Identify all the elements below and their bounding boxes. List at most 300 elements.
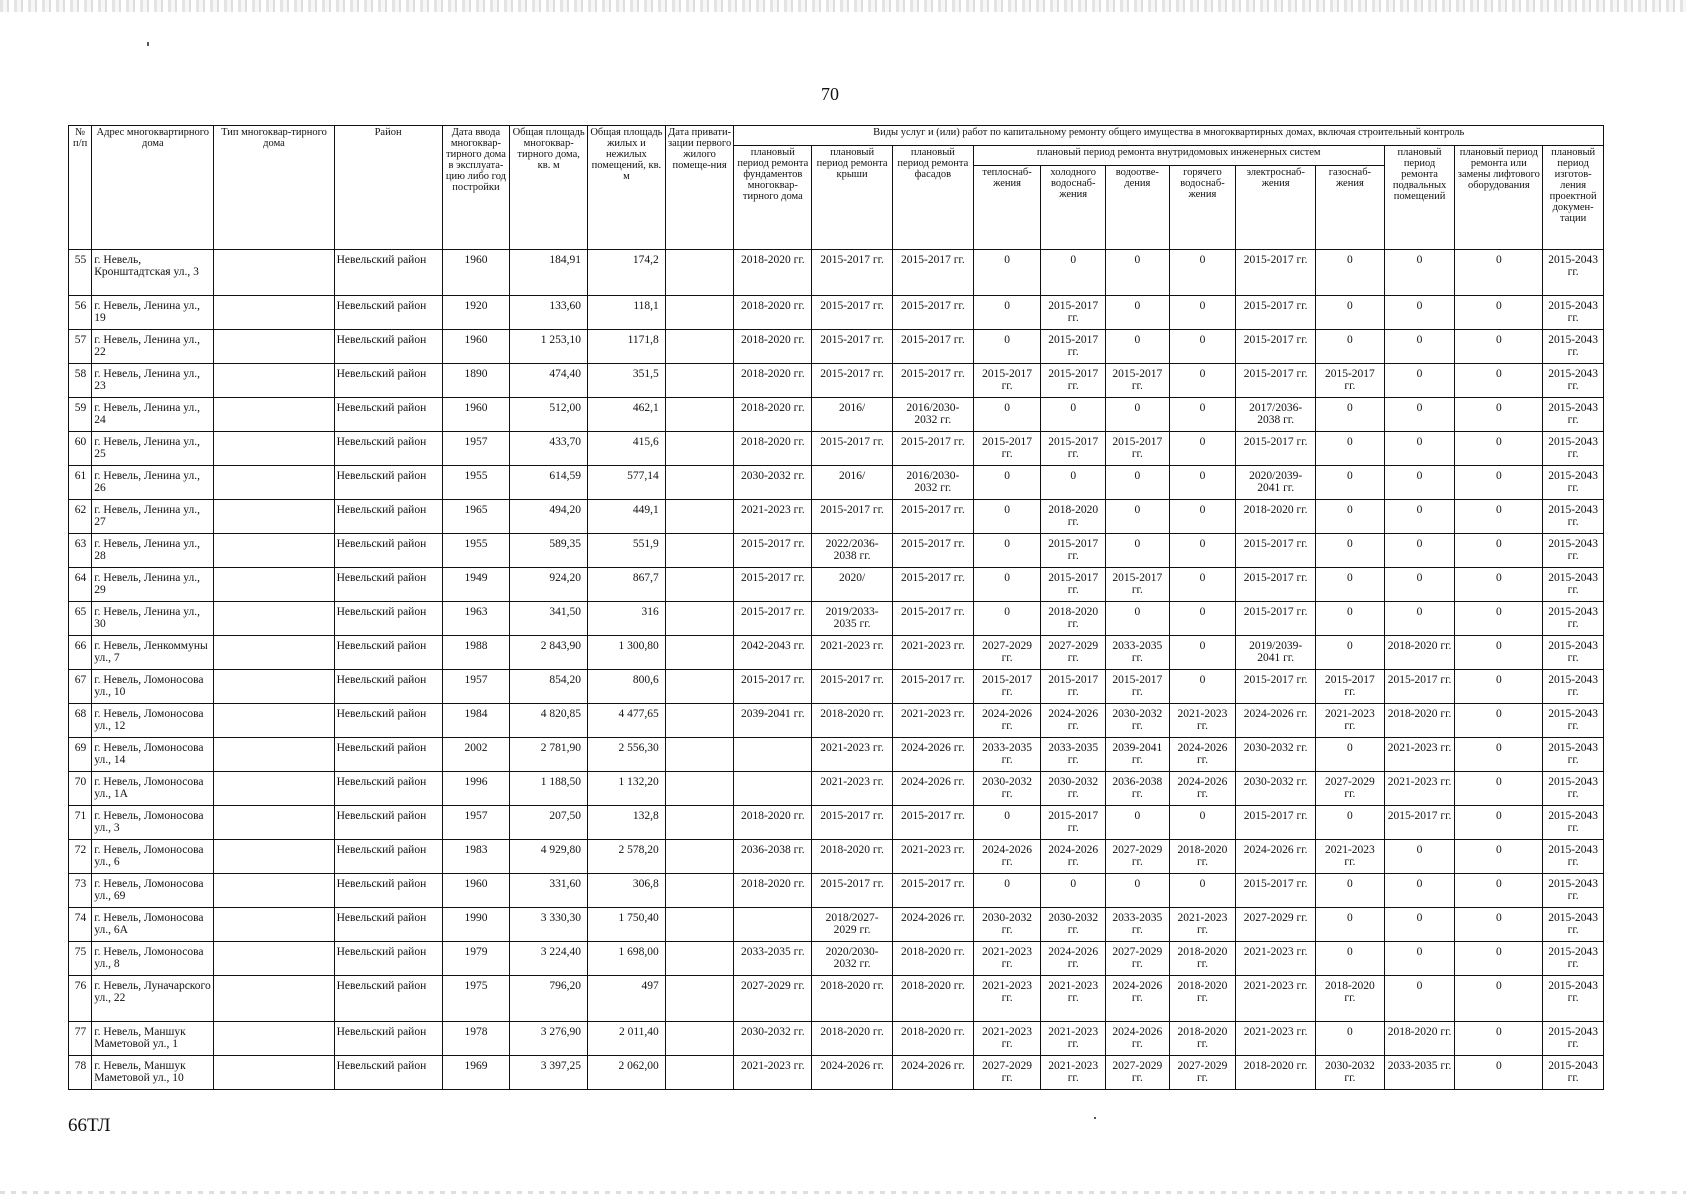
commission-year-cell: 1957	[442, 806, 510, 840]
total-area-cell: 854,20	[510, 670, 588, 704]
design-docs-period-cell: 2015-2043 гг.	[1543, 466, 1604, 500]
privatization-date-cell	[665, 772, 734, 806]
roof-period-cell: 2018/2027-2029 гг.	[812, 908, 893, 942]
district-cell: Невельский район	[334, 772, 442, 806]
house-type-cell	[214, 466, 334, 500]
cold-water-period-cell: 2033-2035 гг.	[1041, 738, 1106, 772]
elevator-period-cell: 0	[1455, 840, 1543, 874]
heating-period-cell: 2027-2029 гг.	[973, 1056, 1041, 1090]
elevator-period-cell: 0	[1455, 500, 1543, 534]
design-docs-period-cell: 2015-2043 гг.	[1543, 364, 1604, 398]
design-docs-period-cell: 2015-2043 гг.	[1543, 636, 1604, 670]
cold-water-period-cell: 2015-2017 гг.	[1041, 568, 1106, 602]
living-area-cell: 449,1	[588, 500, 666, 534]
total-area-cell: 4 929,80	[510, 840, 588, 874]
sewage-period-cell: 2015-2017 гг.	[1106, 568, 1170, 602]
foundation-period-cell: 2015-2017 гг.	[734, 568, 812, 602]
foundation-period-cell: 2042-2043 гг.	[734, 636, 812, 670]
row-number-cell: 78	[69, 1056, 92, 1090]
facade-period-cell: 2015-2017 гг.	[892, 874, 973, 908]
facade-period-cell: 2021-2023 гг.	[892, 704, 973, 738]
roof-period-cell: 2020/2030-2032 гг.	[812, 942, 893, 976]
house-type-cell	[214, 534, 334, 568]
living-area-cell: 174,2	[588, 250, 666, 296]
foundation-period-cell: 2018-2020 гг.	[734, 874, 812, 908]
electricity-period-cell: 2015-2017 гг.	[1236, 250, 1316, 296]
electricity-period-cell: 2021-2023 гг.	[1236, 976, 1316, 1022]
electricity-period-cell: 2018-2020 гг.	[1236, 1056, 1316, 1090]
district-cell: Невельский район	[334, 250, 442, 296]
district-cell: Невельский район	[334, 908, 442, 942]
total-area-cell: 341,50	[510, 602, 588, 636]
sewage-period-cell: 0	[1106, 250, 1170, 296]
living-area-cell: 1171,8	[588, 330, 666, 364]
elevator-period-cell: 0	[1455, 636, 1543, 670]
row-number-cell: 76	[69, 976, 92, 1022]
table-row	[69, 568, 1604, 602]
cold-water-period-cell: 2018-2020 гг.	[1041, 500, 1106, 534]
district-cell: Невельский район	[334, 976, 442, 1022]
roof-period-cell: 2015-2017 гг.	[812, 670, 893, 704]
table-row	[69, 908, 1604, 942]
elevator-period-cell: 0	[1455, 704, 1543, 738]
cold-water-period-cell: 2015-2017 гг.	[1041, 330, 1106, 364]
gas-period-cell: 0	[1316, 874, 1385, 908]
gas-period-cell: 0	[1316, 432, 1385, 466]
basement-period-cell: 2018-2020 гг.	[1384, 704, 1455, 738]
roof-period-cell: 2015-2017 гг.	[812, 364, 893, 398]
house-type-cell	[214, 1056, 334, 1090]
document-code: 66ТЛ	[68, 1115, 111, 1136]
gas-period-cell: 0	[1316, 636, 1385, 670]
heating-period-cell: 2021-2023 гг.	[973, 976, 1041, 1022]
address-cell: г. Невель, Ломоносова ул., 3	[92, 806, 214, 840]
gas-period-cell: 0	[1316, 534, 1385, 568]
privatization-date-cell	[665, 874, 734, 908]
roof-period-cell: 2015-2017 гг.	[812, 296, 893, 330]
address-cell: г. Невель, Кронштадтская ул., 3	[92, 250, 214, 296]
facade-period-cell: 2015-2017 гг.	[892, 432, 973, 466]
sewage-period-cell: 2036-2038 гг.	[1106, 772, 1170, 806]
header-engineering-group: плановый период ремонта внутридомовых инженерных систем	[973, 146, 1384, 166]
living-area-cell: 1 698,00	[588, 942, 666, 976]
sewage-period-cell: 2015-2017 гг.	[1106, 670, 1170, 704]
table-row	[69, 772, 1604, 806]
privatization-date-cell	[665, 840, 734, 874]
total-area-cell: 3 330,30	[510, 908, 588, 942]
total-area-cell: 796,20	[510, 976, 588, 1022]
heating-period-cell: 0	[973, 602, 1041, 636]
cold-water-period-cell: 0	[1041, 250, 1106, 296]
electricity-period-cell: 2015-2017 гг.	[1236, 330, 1316, 364]
basement-period-cell: 2018-2020 гг.	[1384, 1022, 1455, 1056]
facade-period-cell: 2015-2017 гг.	[892, 364, 973, 398]
sewage-period-cell: 0	[1106, 466, 1170, 500]
district-cell: Невельский район	[334, 466, 442, 500]
design-docs-period-cell: 2015-2043 гг.	[1543, 976, 1604, 1022]
table-row	[69, 398, 1604, 432]
design-docs-period-cell: 2015-2043 гг.	[1543, 908, 1604, 942]
house-type-cell	[214, 432, 334, 466]
sewage-period-cell: 2015-2017 гг.	[1106, 364, 1170, 398]
total-area-cell: 924,20	[510, 568, 588, 602]
basement-period-cell: 0	[1384, 330, 1455, 364]
gas-period-cell: 2015-2017 гг.	[1316, 670, 1385, 704]
house-type-cell	[214, 330, 334, 364]
elevator-period-cell: 0	[1455, 670, 1543, 704]
table-row	[69, 432, 1604, 466]
total-area-cell: 512,00	[510, 398, 588, 432]
design-docs-period-cell: 2015-2043 гг.	[1543, 806, 1604, 840]
hot-water-period-cell: 2027-2029 гг.	[1169, 1056, 1236, 1090]
header-basement: плановый период ремонта подвальных помещений	[1384, 146, 1455, 250]
gas-period-cell: 2027-2029 гг.	[1316, 772, 1385, 806]
cold-water-period-cell: 2015-2017 гг.	[1041, 432, 1106, 466]
electricity-period-cell: 2020/2039-2041 гг.	[1236, 466, 1316, 500]
privatization-date-cell	[665, 466, 734, 500]
roof-period-cell: 2022/2036-2038 гг.	[812, 534, 893, 568]
house-type-cell	[214, 250, 334, 296]
table-row	[69, 1056, 1604, 1090]
facade-period-cell: 2024-2026 гг.	[892, 738, 973, 772]
foundation-period-cell: 2018-2020 гг.	[734, 330, 812, 364]
gas-period-cell: 0	[1316, 602, 1385, 636]
heating-period-cell: 2015-2017 гг.	[973, 364, 1041, 398]
facade-period-cell: 2015-2017 гг.	[892, 330, 973, 364]
facade-period-cell: 2015-2017 гг.	[892, 602, 973, 636]
gas-period-cell: 0	[1316, 296, 1385, 330]
living-area-cell: 1 132,20	[588, 772, 666, 806]
basement-period-cell: 0	[1384, 364, 1455, 398]
basement-period-cell: 2015-2017 гг.	[1384, 670, 1455, 704]
cold-water-period-cell: 2030-2032 гг.	[1041, 772, 1106, 806]
total-area-cell: 133,60	[510, 296, 588, 330]
gas-period-cell: 0	[1316, 500, 1385, 534]
foundation-period-cell: 2030-2032 гг.	[734, 466, 812, 500]
roof-period-cell: 2018-2020 гг.	[812, 976, 893, 1022]
foundation-period-cell: 2015-2017 гг.	[734, 670, 812, 704]
sewage-period-cell: 0	[1106, 330, 1170, 364]
scan-speck	[147, 42, 149, 46]
address-cell: г. Невель, Ленина ул., 29	[92, 568, 214, 602]
foundation-period-cell: 2018-2020 гг.	[734, 364, 812, 398]
hot-water-period-cell: 2021-2023 гг.	[1169, 704, 1236, 738]
electricity-period-cell: 2015-2017 гг.	[1236, 670, 1316, 704]
electricity-period-cell: 2021-2023 гг.	[1236, 1022, 1316, 1056]
privatization-date-cell	[665, 568, 734, 602]
cold-water-period-cell: 2027-2029 гг.	[1041, 636, 1106, 670]
hot-water-period-cell: 2018-2020 гг.	[1169, 1022, 1236, 1056]
elevator-period-cell: 0	[1455, 806, 1543, 840]
heating-period-cell: 0	[973, 296, 1041, 330]
design-docs-period-cell: 2015-2043 гг.	[1543, 704, 1604, 738]
electricity-period-cell: 2024-2026 гг.	[1236, 840, 1316, 874]
gas-period-cell: 2030-2032 гг.	[1316, 1056, 1385, 1090]
living-area-cell: 800,6	[588, 670, 666, 704]
basement-period-cell: 0	[1384, 874, 1455, 908]
header-living-area: Общая площадь жилых и нежилых помещений, кв. м	[588, 126, 666, 250]
design-docs-period-cell: 2015-2043 гг.	[1543, 330, 1604, 364]
roof-period-cell: 2018-2020 гг.	[812, 704, 893, 738]
electricity-period-cell: 2018-2020 гг.	[1236, 500, 1316, 534]
gas-period-cell: 0	[1316, 806, 1385, 840]
basement-period-cell: 0	[1384, 534, 1455, 568]
scan-edge-top	[0, 0, 1686, 12]
header-cold-water: холодного водоснаб-жения	[1041, 166, 1106, 250]
design-docs-period-cell: 2015-2043 гг.	[1543, 432, 1604, 466]
commission-year-cell: 1949	[442, 568, 510, 602]
table-row	[69, 874, 1604, 908]
heating-period-cell: 2015-2017 гг.	[973, 670, 1041, 704]
elevator-period-cell: 0	[1455, 250, 1543, 296]
district-cell: Невельский район	[334, 840, 442, 874]
design-docs-period-cell: 2015-2043 гг.	[1543, 602, 1604, 636]
table-row	[69, 466, 1604, 500]
hot-water-period-cell: 0	[1169, 250, 1236, 296]
facade-period-cell: 2015-2017 гг.	[892, 568, 973, 602]
house-type-cell	[214, 568, 334, 602]
basement-period-cell: 2021-2023 гг.	[1384, 772, 1455, 806]
foundation-period-cell: 2030-2032 гг.	[734, 1022, 812, 1056]
elevator-period-cell: 0	[1455, 364, 1543, 398]
address-cell: г. Невель, Ленина ул., 19	[92, 296, 214, 330]
elevator-period-cell: 0	[1455, 296, 1543, 330]
living-area-cell: 2 578,20	[588, 840, 666, 874]
hot-water-period-cell: 0	[1169, 330, 1236, 364]
total-area-cell: 4 820,85	[510, 704, 588, 738]
total-area-cell: 3 397,25	[510, 1056, 588, 1090]
total-area-cell: 3 224,40	[510, 942, 588, 976]
facade-period-cell: 2015-2017 гг.	[892, 250, 973, 296]
roof-period-cell: 2024-2026 гг.	[812, 1056, 893, 1090]
electricity-period-cell: 2015-2017 гг.	[1236, 874, 1316, 908]
cold-water-period-cell: 2021-2023 гг.	[1041, 1022, 1106, 1056]
privatization-date-cell	[665, 908, 734, 942]
basement-period-cell: 2021-2023 гг.	[1384, 738, 1455, 772]
header-roof: плановый период ремонта крыши	[812, 146, 893, 250]
gas-period-cell: 0	[1316, 942, 1385, 976]
hot-water-period-cell: 0	[1169, 432, 1236, 466]
commission-year-cell: 1960	[442, 874, 510, 908]
gas-period-cell: 0	[1316, 398, 1385, 432]
house-type-cell	[214, 602, 334, 636]
foundation-period-cell	[734, 772, 812, 806]
basement-period-cell: 0	[1384, 908, 1455, 942]
table-row	[69, 534, 1604, 568]
house-type-cell	[214, 364, 334, 398]
row-number-cell: 73	[69, 874, 92, 908]
house-type-cell	[214, 500, 334, 534]
hot-water-period-cell: 0	[1169, 364, 1236, 398]
basement-period-cell: 0	[1384, 296, 1455, 330]
heating-period-cell: 2027-2029 гг.	[973, 636, 1041, 670]
electricity-period-cell: 2015-2017 гг.	[1236, 602, 1316, 636]
living-area-cell: 415,6	[588, 432, 666, 466]
hot-water-period-cell: 2021-2023 гг.	[1169, 908, 1236, 942]
address-cell: г. Невель, Ленина ул., 27	[92, 500, 214, 534]
privatization-date-cell	[665, 1056, 734, 1090]
district-cell: Невельский район	[334, 364, 442, 398]
header-house-type: Тип многоквар-тирного дома	[214, 126, 334, 250]
address-cell: г. Невель, Ленкоммуны ул., 7	[92, 636, 214, 670]
header-elevator: плановый период ремонта или замены лифтового оборудования	[1455, 146, 1543, 250]
basement-period-cell: 0	[1384, 976, 1455, 1022]
basement-period-cell: 0	[1384, 466, 1455, 500]
sewage-period-cell: 0	[1106, 874, 1170, 908]
header-district: Район	[334, 126, 442, 250]
commission-year-cell: 2002	[442, 738, 510, 772]
table-row	[69, 500, 1604, 534]
sewage-period-cell: 2033-2035 гг.	[1106, 636, 1170, 670]
foundation-period-cell: 2021-2023 гг.	[734, 500, 812, 534]
heating-period-cell: 2021-2023 гг.	[973, 942, 1041, 976]
basement-period-cell: 0	[1384, 602, 1455, 636]
living-area-cell: 306,8	[588, 874, 666, 908]
electricity-period-cell: 2017/2036-2038 гг.	[1236, 398, 1316, 432]
basement-period-cell: 2015-2017 гг.	[1384, 806, 1455, 840]
design-docs-period-cell: 2015-2043 гг.	[1543, 874, 1604, 908]
district-cell: Невельский район	[334, 398, 442, 432]
header-commission-date: Дата ввода многоквар-тирного дома в эксплуата-цию либо год постройки	[442, 126, 510, 250]
row-number-cell: 70	[69, 772, 92, 806]
privatization-date-cell	[665, 976, 734, 1022]
header-gas: газоснаб-жения	[1316, 166, 1385, 250]
elevator-period-cell: 0	[1455, 1022, 1543, 1056]
address-cell: г. Невель, Ленина ул., 28	[92, 534, 214, 568]
roof-period-cell: 2015-2017 гг.	[812, 500, 893, 534]
commission-year-cell: 1955	[442, 466, 510, 500]
commission-year-cell: 1957	[442, 670, 510, 704]
total-area-cell: 207,50	[510, 806, 588, 840]
design-docs-period-cell: 2015-2043 гг.	[1543, 1056, 1604, 1090]
privatization-date-cell	[665, 704, 734, 738]
facade-period-cell: 2018-2020 гг.	[892, 976, 973, 1022]
design-docs-period-cell: 2015-2043 гг.	[1543, 942, 1604, 976]
total-area-cell: 494,20	[510, 500, 588, 534]
header-design-docs: плановый период изготов-ления проектной докумен-тации	[1543, 146, 1604, 250]
elevator-period-cell: 0	[1455, 942, 1543, 976]
sewage-period-cell: 0	[1106, 296, 1170, 330]
roof-period-cell: 2020/	[812, 568, 893, 602]
living-area-cell: 118,1	[588, 296, 666, 330]
commission-year-cell: 1957	[442, 432, 510, 466]
hot-water-period-cell: 2018-2020 гг.	[1169, 942, 1236, 976]
design-docs-period-cell: 2015-2043 гг.	[1543, 1022, 1604, 1056]
heating-period-cell: 0	[973, 500, 1041, 534]
heating-period-cell: 2030-2032 гг.	[973, 908, 1041, 942]
cold-water-period-cell: 0	[1041, 398, 1106, 432]
foundation-period-cell: 2018-2020 гг.	[734, 806, 812, 840]
cold-water-period-cell: 2015-2017 гг.	[1041, 364, 1106, 398]
heating-period-cell: 2033-2035 гг.	[973, 738, 1041, 772]
house-type-cell	[214, 1022, 334, 1056]
row-number-cell: 62	[69, 500, 92, 534]
header-facade: плановый период ремонта фасадов	[892, 146, 973, 250]
living-area-cell: 462,1	[588, 398, 666, 432]
sewage-period-cell: 0	[1106, 398, 1170, 432]
hot-water-period-cell: 2018-2020 гг.	[1169, 976, 1236, 1022]
design-docs-period-cell: 2015-2043 гг.	[1543, 568, 1604, 602]
electricity-period-cell: 2015-2017 гг.	[1236, 568, 1316, 602]
design-docs-period-cell: 2015-2043 гг.	[1543, 500, 1604, 534]
sewage-period-cell: 2027-2029 гг.	[1106, 1056, 1170, 1090]
house-type-cell	[214, 874, 334, 908]
district-cell: Невельский район	[334, 670, 442, 704]
address-cell: г. Невель, Ломоносова ул., 1А	[92, 772, 214, 806]
living-area-cell: 551,9	[588, 534, 666, 568]
sewage-period-cell: 2030-2032 гг.	[1106, 704, 1170, 738]
capital-repair-table	[68, 125, 1604, 1090]
hot-water-period-cell: 0	[1169, 806, 1236, 840]
facade-period-cell: 2015-2017 гг.	[892, 296, 973, 330]
row-number-cell: 59	[69, 398, 92, 432]
row-number-cell: 68	[69, 704, 92, 738]
basement-period-cell: 0	[1384, 840, 1455, 874]
hot-water-period-cell: 0	[1169, 874, 1236, 908]
header-privatization-date: Дата привати-зации первого жилого помеще-ния	[665, 126, 734, 250]
address-cell: г. Невель, Маншук Маметовой ул., 1	[92, 1022, 214, 1056]
privatization-date-cell	[665, 250, 734, 296]
table-row	[69, 942, 1604, 976]
commission-year-cell: 1960	[442, 330, 510, 364]
sewage-period-cell: 0	[1106, 500, 1170, 534]
row-number-cell: 64	[69, 568, 92, 602]
electricity-period-cell: 2019/2039-2041 гг.	[1236, 636, 1316, 670]
scan-edge-bottom	[0, 1191, 1686, 1194]
privatization-date-cell	[665, 364, 734, 398]
facade-period-cell: 2021-2023 гг.	[892, 636, 973, 670]
facade-period-cell: 2015-2017 гг.	[892, 534, 973, 568]
header-foundation: плановый период ремонта фундаментов многоквар-тирного дома	[734, 146, 812, 250]
privatization-date-cell	[665, 670, 734, 704]
electricity-period-cell: 2015-2017 гг.	[1236, 806, 1316, 840]
cold-water-period-cell: 2030-2032 гг.	[1041, 908, 1106, 942]
address-cell: г. Невель, Ленина ул., 26	[92, 466, 214, 500]
sewage-period-cell: 2033-2035 гг.	[1106, 908, 1170, 942]
commission-year-cell: 1965	[442, 500, 510, 534]
facade-period-cell: 2015-2017 гг.	[892, 806, 973, 840]
hot-water-period-cell: 2024-2026 гг.	[1169, 772, 1236, 806]
scan-speck	[1094, 1117, 1096, 1119]
cold-water-period-cell: 2021-2023 гг.	[1041, 976, 1106, 1022]
table-row	[69, 636, 1604, 670]
header-works-group: Виды услуг и (или) работ по капитальному ремонту общего имущества в многоквартирных домах, включая строительный контроль	[734, 126, 1604, 146]
commission-year-cell: 1975	[442, 976, 510, 1022]
district-cell: Невельский район	[334, 500, 442, 534]
total-area-cell: 2 781,90	[510, 738, 588, 772]
house-type-cell	[214, 398, 334, 432]
commission-year-cell: 1983	[442, 840, 510, 874]
sewage-period-cell: 2039-2041 гг.	[1106, 738, 1170, 772]
privatization-date-cell	[665, 636, 734, 670]
total-area-cell: 474,40	[510, 364, 588, 398]
roof-period-cell: 2018-2020 гг.	[812, 1022, 893, 1056]
heating-period-cell: 2015-2017 гг.	[973, 432, 1041, 466]
commission-year-cell: 1979	[442, 942, 510, 976]
roof-period-cell: 2015-2017 гг.	[812, 432, 893, 466]
foundation-period-cell: 2036-2038 гг.	[734, 840, 812, 874]
design-docs-period-cell: 2015-2043 гг.	[1543, 398, 1604, 432]
cold-water-period-cell: 0	[1041, 466, 1106, 500]
table-row	[69, 296, 1604, 330]
foundation-period-cell: 2015-2017 гг.	[734, 602, 812, 636]
elevator-period-cell: 0	[1455, 908, 1543, 942]
elevator-period-cell: 0	[1455, 466, 1543, 500]
district-cell: Невельский район	[334, 942, 442, 976]
elevator-period-cell: 0	[1455, 602, 1543, 636]
address-cell: г. Невель, Ленина ул., 22	[92, 330, 214, 364]
address-cell: г. Невель, Ленина ул., 23	[92, 364, 214, 398]
